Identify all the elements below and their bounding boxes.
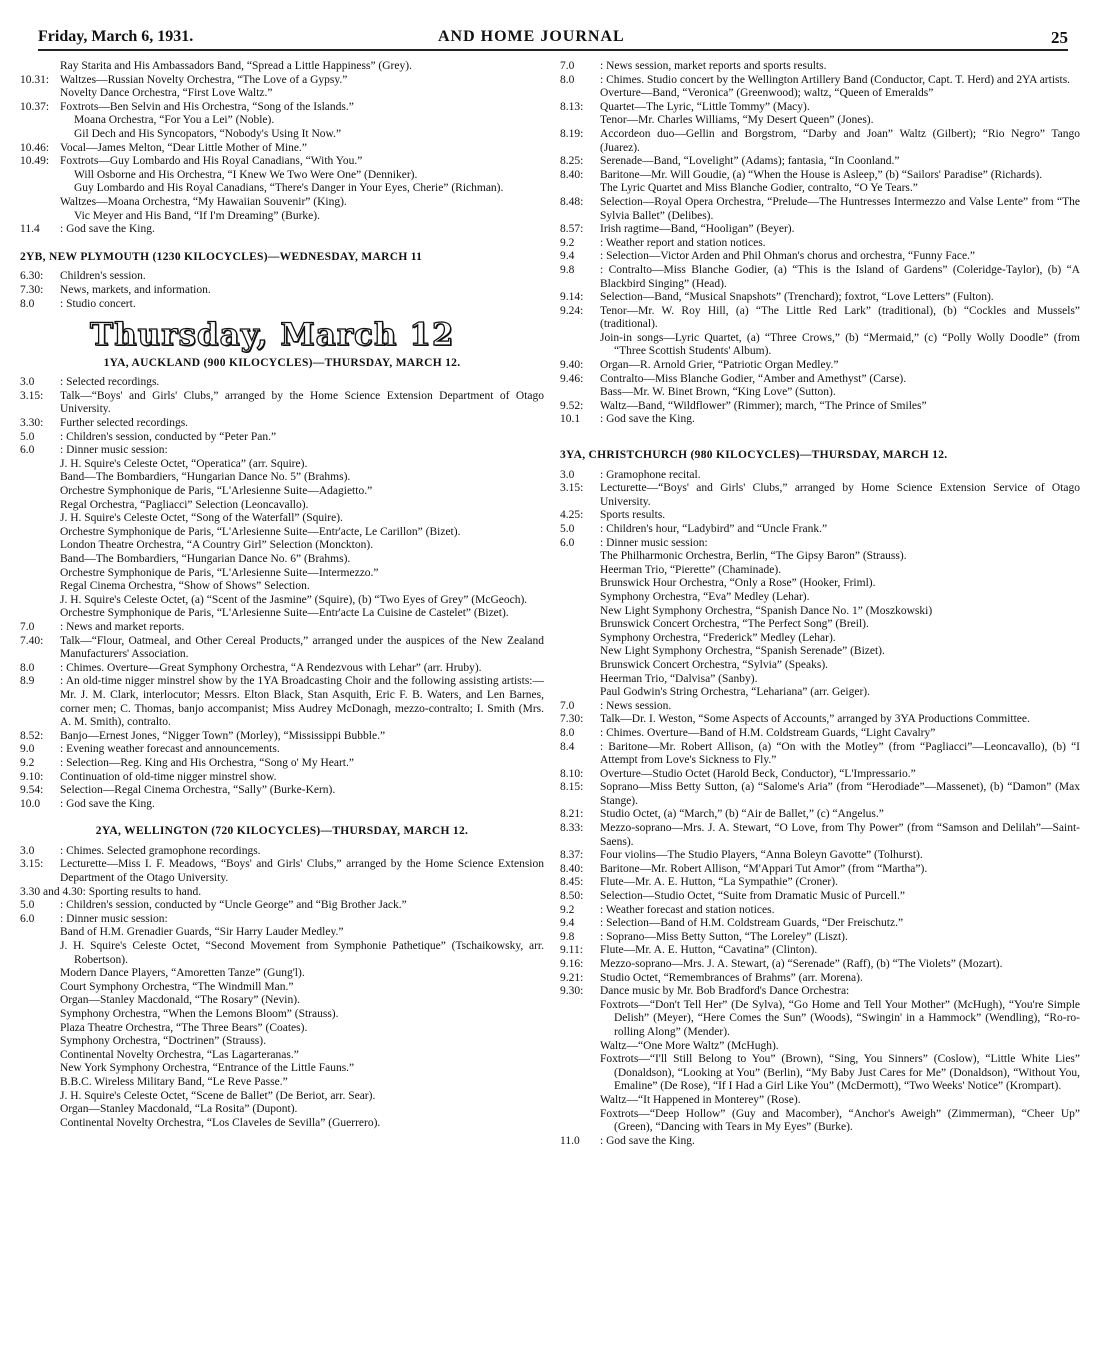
program-item-continued: New York Symphony Orchestra, “Entrance of the Little Fauns.” xyxy=(60,1062,355,1075)
program-text: : Selected recordings. xyxy=(60,376,160,389)
program-text: Banjo—Ernest Jones, “Nigger Town” (Morley), “Mississippi Bubble.” xyxy=(60,729,386,742)
program-time: 8.52: xyxy=(20,729,44,742)
program-text: Children's session. xyxy=(60,270,146,283)
program-text: : Gramophone recital. xyxy=(600,468,701,481)
program-text: Selection—Studio Octet, “Suite from Dramatic Music of Purcell.” xyxy=(600,890,905,903)
program-item-continued: Guy Lombardo and His Royal Canadians, “There's Danger in Your Eyes, Cherie” (Richman). xyxy=(74,182,504,195)
program-item xyxy=(20,784,544,798)
program-text: : An old-time nigger minstrel show by the 1YA Broadcasting Choir and the following assisting artists:—Mr. J. M. Clark, interlocutor; Messrs. Elton Black, Stan Asquith, Eric F. B. Waters, and Len Barnes, corner men; C. Thomas, banjo accompanist; Miss Audrey McDonagh, mezzo-contralto; I. Smith (Mrs. A. M. Smith), contralto. xyxy=(60,675,544,729)
program-item-continued: Orchestre Symphonique de Paris, “L'Arlesienne Suite—Entr'acte La Cuisine de Castelet” (Bizet). xyxy=(60,607,509,620)
program-item-continued: Vic Meyer and His Band, “If I'm Dreaming” (Burke). xyxy=(74,209,320,222)
left-column xyxy=(20,60,544,1130)
program-text: Organ—R. Arnold Grier, “Patriotic Organ Medley.” xyxy=(600,359,839,372)
program-text: Selection—Band, “Musical Snapshots” (Trenchard); foxtrot, “Love Letters” (Fulton). xyxy=(600,291,994,304)
program-text: Overture—Studio Octet (Harold Beck, Conductor), “L'Impressario.” xyxy=(600,767,916,780)
issue-date: Friday, March 6, 1931. xyxy=(38,28,194,45)
program-time: 6.0 xyxy=(20,444,35,457)
program-time: 7.0 xyxy=(560,60,575,72)
program-item-continued: Heerman Trio, “Dalvisa” (Sanby). xyxy=(600,672,758,685)
program-item xyxy=(560,264,1080,291)
program-item-continued: Will Osborne and His Orchestra, “I Knew We Two Were One” (Denniker). xyxy=(74,168,418,181)
program-text: : Dinner music session: xyxy=(60,912,168,925)
program-item-continued: Waltz—“One More Waltz” (McHugh). xyxy=(600,1039,779,1052)
program-time: 5.0 xyxy=(20,899,35,912)
program-item xyxy=(560,537,1080,551)
program-text: : Chimes. Overture—Great Symphony Orchestra, “A Rendezvous with Lehar” (arr. Hruby). xyxy=(60,661,482,674)
program-time: 9.46: xyxy=(560,372,584,385)
program-text: : Soprano—Miss Betty Sutton, “The Loreley” (Liszt). xyxy=(600,930,848,943)
program-time: 9.0 xyxy=(20,743,35,756)
program-time: 9.11: xyxy=(560,944,583,957)
program-item xyxy=(20,74,544,88)
program-item xyxy=(20,743,544,757)
program-time: 9.30: xyxy=(560,985,584,998)
program-time: 10.0 xyxy=(20,797,41,810)
program-time: 8.15: xyxy=(560,781,584,794)
program-text: : Evening weather forecast and announcements. xyxy=(60,743,280,756)
program-item xyxy=(20,223,544,237)
program-time: 9.52: xyxy=(560,399,584,412)
program-text: Soprano—Miss Betty Sutton, (a) “Salome's Aria” (from “Herodiade”—Massenet), (b) “Damon” (Max Stange). xyxy=(600,781,1080,807)
program-text: Foxtrots—Ben Selvin and His Orchestra, “Song of the Islands.” xyxy=(60,100,354,113)
program-item xyxy=(560,509,1080,523)
program-item-continued: Bass—Mr. W. Binet Brown, “King Love” (Sutton). xyxy=(600,386,836,399)
program-item-continued: The Lyric Quartet and Miss Blanche Godier, contralto, “O Ye Tears.” xyxy=(600,182,918,195)
program-item-continued: Orchestre Symphonique de Paris, “L'Arlesienne Suite—Intermezzo.” xyxy=(60,566,379,579)
program-item-continued: Continental Novelty Orchestra, “Los Claveles de Sevilla” (Guerrero). xyxy=(60,1116,381,1129)
program-time: 8.33: xyxy=(560,822,584,835)
program-text: News, markets, and information. xyxy=(60,283,211,296)
program-item xyxy=(20,101,544,115)
program-text: Vocal—James Melton, “Dear Little Mother of Mine.” xyxy=(60,141,307,154)
program-text: Flute—Mr. A. E. Hutton, “Cavatina” (Clinton). xyxy=(600,944,818,957)
program-item xyxy=(560,400,1080,414)
program-time: 3.0 xyxy=(20,844,35,857)
program-time: 9.8 xyxy=(560,263,575,276)
program-item-continued: Tenor—Mr. Charles Williams, “My Desert Queen” (Jones). xyxy=(600,114,874,127)
program-time: 3.0 xyxy=(20,376,35,389)
program-item xyxy=(20,390,544,417)
program-time: 9.24: xyxy=(560,304,584,317)
program-text: Talk—Dr. I. Weston, “Some Aspects of Accounts,” arranged by 3YA Productions Committee. xyxy=(600,713,1030,726)
station-3ya-title: 3YA, CHRISTCHURCH (980 KILOCYCLES)—THURSDAY, MARCH 12. xyxy=(560,449,948,462)
program-item xyxy=(560,237,1080,251)
late-evening-program xyxy=(20,60,544,237)
program-item-continued: London Theatre Orchestra, “A Country Girl” Selection (Monckton). xyxy=(60,539,374,552)
program-text: : Selection—Victor Arden and Phil Ohman's chorus and orchestra, “Funny Face.” xyxy=(600,250,976,263)
program-time: 8.50: xyxy=(560,890,584,903)
program-time: 8.0 xyxy=(560,73,575,86)
program-item-continued: Court Symphony Orchestra, “The Windmill Man.” xyxy=(60,980,294,993)
program-text: Waltzes—Russian Novelty Orchestra, “The Love of a Gypsy.” xyxy=(60,73,348,86)
program-text: : Baritone—Mr. Robert Allison, (a) “On with the Motley” (from “Pagliacci”—Leoncavallo), (b) “I Attempt from Love's Sickness to Fly.” xyxy=(600,740,1080,767)
program-time: 8.0 xyxy=(20,297,35,310)
program-item-continued: Moana Orchestra, “For You a Lei” (Noble). xyxy=(74,114,275,127)
program-item xyxy=(560,155,1080,169)
program-item xyxy=(560,890,1080,904)
program-time: 8.0 xyxy=(560,726,575,739)
program-item-continued: Symphony Orchestra, “Doctrinen” (Strauss). xyxy=(60,1035,266,1048)
station-3ya-program xyxy=(560,469,1080,1149)
program-text: : Contralto—Miss Blanche Godier, (a) “This is the Island of Gardens” (Coleridge-Taylor), (b) “A Blackbird Singing” (Head). xyxy=(600,263,1080,290)
program-text: Selection—Royal Opera Orchestra, “Prelude—The Huntresses Intermezzo and Valse Lente” from “The Sylvia Ballet” (Delibes). xyxy=(600,195,1080,222)
program-text: Baritone—Mr. Robert Allison, “M'Appari Tut Amor” (from “Martha”). xyxy=(600,862,928,875)
station-2ya-evening-program xyxy=(560,60,1080,427)
program-time: 10.49: xyxy=(20,155,50,168)
program-item-continued: Organ—Stanley Macdonald, “The Rosary” (Nevin). xyxy=(60,994,300,1007)
program-text: Studio Octet, “Remembrances of Brahms” (arr. Morena). xyxy=(600,971,863,984)
program-item-continued: Waltz—“It Happened in Monterey” (Rose). xyxy=(600,1093,801,1106)
program-item-continued: J. H. Squire's Celeste Octet, “Second Movement from Symphonie Pathetique” (Tschaikowsky, arr. Robertson). xyxy=(60,940,544,966)
right-column xyxy=(560,60,1080,1148)
page-number: 25 xyxy=(1051,28,1068,47)
program-item xyxy=(560,74,1080,88)
program-text: : God save the King. xyxy=(60,223,155,236)
program-item xyxy=(20,298,544,312)
program-item xyxy=(560,944,1080,958)
program-item xyxy=(20,431,544,445)
program-item xyxy=(20,886,544,900)
program-text: : Selection—Reg. King and His Orchestra, “Song o' My Heart.” xyxy=(60,756,354,769)
program-time: 9.8 xyxy=(560,930,575,943)
program-item xyxy=(20,142,544,156)
program-item-continued: Foxtrots—“Deep Hollow” (Guy and Macomber), “Anchor's Aweigh” (Zimmerman), “Cheer Up” (Green), “Dancing with Tears in My Eyes” (Burke). xyxy=(600,1107,1080,1134)
program-item xyxy=(560,876,1080,890)
program-item xyxy=(560,917,1080,931)
program-text: Talk—“Boys' and Girls' Clubs,” arranged by the Home Science Extension Department of Otago University. xyxy=(60,389,544,416)
program-item-continued: B.B.C. Wireless Military Band, “Le Reve Passe.” xyxy=(60,1075,288,1088)
program-item-continued: Plaza Theatre Orchestra, “The Three Bears” (Coates). xyxy=(60,1021,308,1034)
program-time: 9.54: xyxy=(20,784,44,797)
program-item xyxy=(560,60,1080,74)
program-item-continued: Join-in songs—Lyric Quartet, (a) “Three Crows,” (b) “Mermaid,” (c) “Polly Wolly Doodle” (from “Three Scottish Students' Album). xyxy=(600,331,1080,358)
program-text: : Weather forecast and station notices. xyxy=(600,903,775,916)
program-item xyxy=(560,727,1080,741)
program-item xyxy=(560,931,1080,945)
program-time: 7.30: xyxy=(20,283,44,296)
station-2ya-title: 2YA, WELLINGTON (720 KILOCYCLES)—THURSDAY, MARCH 12. xyxy=(95,825,469,838)
program-text: Lecturette—Miss I. F. Meadows, “Boys' and Girls' Clubs,” arranged by the Home Science Extension Department of the Otago University. xyxy=(60,858,544,885)
program-item xyxy=(560,849,1080,863)
program-text: Four violins—The Studio Players, “Anna Boleyn Gavotte” (Tolhurst). xyxy=(600,849,923,862)
program-item xyxy=(20,155,544,169)
program-item xyxy=(20,757,544,771)
program-time: 6.0 xyxy=(560,536,575,549)
program-item-continued: Band of H.M. Grenadier Guards, “Sir Harry Lauder Medley.” xyxy=(60,926,344,939)
program-time: 8.13: xyxy=(560,100,584,113)
program-text: : God save the King. xyxy=(600,413,695,426)
program-item xyxy=(20,675,544,729)
journal-title: AND HOME JOURNAL xyxy=(438,28,625,45)
program-item-continued: Regal Orchestra, “Pagliacci” Selection (Leoncavallo). xyxy=(60,498,309,511)
program-item xyxy=(20,444,544,458)
program-item xyxy=(20,284,544,298)
program-text: Sporting results to hand. xyxy=(88,885,202,898)
program-item-continued: Gil Dech and His Syncopators, “Nobody's Using It Now.” xyxy=(74,127,342,140)
program-item xyxy=(560,741,1080,768)
program-text: Continuation of old-time nigger minstrel show. xyxy=(60,770,277,783)
program-item xyxy=(560,958,1080,972)
program-item xyxy=(560,413,1080,427)
program-time: 9.2 xyxy=(560,236,575,249)
program-text: : God save the King. xyxy=(60,797,155,810)
program-text: Contralto—Miss Blanche Godier, “Amber and Amethyst” (Carse). xyxy=(600,372,907,385)
program-text: : Studio concert. xyxy=(60,297,136,310)
program-item xyxy=(560,700,1080,714)
header-rule xyxy=(38,49,1068,51)
program-time: 5.0 xyxy=(560,523,575,535)
program-text: : Chimes. Studio concert by the Wellington Artillery Band (Conductor, Capt. T. Herd) and 2YA artists. xyxy=(600,73,1071,86)
program-item-continued: J. H. Squire's Celeste Octet, “Scene de Ballet” (De Beriot, arr. Sear). xyxy=(60,1089,376,1102)
program-item xyxy=(20,730,544,744)
program-text: : News and market reports. xyxy=(60,620,185,633)
program-item-continued: Brunswick Hour Orchestra, “Only a Rose” (Hooker, Friml). xyxy=(600,577,876,590)
program-text: Flute—Mr. A. E. Hutton, “La Sympathie” (Croner). xyxy=(600,876,838,889)
program-text: : News session, market reports and sports results. xyxy=(600,60,827,72)
program-time: 3.0 xyxy=(560,468,575,481)
program-text: : God save the King. xyxy=(600,1134,695,1147)
program-text: Studio Octet, (a) “March,” (b) “Air de Ballet,” (c) “Angelus.” xyxy=(600,808,884,821)
program-item xyxy=(20,621,544,635)
station-2ya-program xyxy=(20,845,544,1130)
program-time: 6.30: xyxy=(20,270,44,283)
program-item xyxy=(20,798,544,812)
program-text: : Dinner music session: xyxy=(600,536,708,549)
program-time: 3.30: xyxy=(20,417,44,430)
program-time: 8.19: xyxy=(560,127,584,140)
program-item xyxy=(560,482,1080,509)
program-time: 3.30 and 4.30: xyxy=(20,885,86,898)
program-item xyxy=(560,863,1080,877)
program-text: Mezzo-soprano—Mrs. J. A. Stewart, “O Love, from Thy Power” (from “Samson and Delilah”—Saint-Saens). xyxy=(600,822,1080,848)
program-text: Irish ragtime—Band, “Hooligan” (Beyer). xyxy=(600,223,795,236)
program-item xyxy=(560,781,1080,808)
program-time: 9.4 xyxy=(560,917,575,930)
program-item xyxy=(560,808,1080,822)
program-item xyxy=(560,713,1080,727)
program-time: 11.4 xyxy=(20,223,40,236)
program-item xyxy=(560,373,1080,387)
program-time: 8.10: xyxy=(560,767,584,780)
program-text: Foxtrots—Guy Lombardo and His Royal Canadians, “With You.” xyxy=(60,155,363,168)
program-item xyxy=(560,305,1080,332)
program-item xyxy=(560,972,1080,986)
program-item-continued: Foxtrots—“Don't Tell Her” (De Sylva), “Go Home and Tell Your Mother” (McHugh), “You're Simple Delish” (Meyer), “Here Comes the Sun” (Woods), “Swingin' in a Hammock” (Wendling), “Ro-ro-rolling Along” (Mender). xyxy=(600,998,1080,1038)
program-item xyxy=(560,822,1080,849)
program-item-continued: Modern Dance Players, “Amoretten Tanze” (Gung'l). xyxy=(60,967,305,980)
program-text: Waltz—Band, “Wildflower” (Rimmer); march, “The Prince of Smiles” xyxy=(600,399,927,412)
program-text: Dance music by Mr. Bob Bradford's Dance Orchestra: xyxy=(600,985,850,998)
program-item-continued: Band—The Bombardiers, “Hungarian Dance No. 6” (Brahms). xyxy=(60,553,351,565)
program-time: 10.46: xyxy=(20,141,50,154)
program-item-continued: Symphony Orchestra, “Eva” Medley (Lehar). xyxy=(600,590,810,603)
program-time: 7.0 xyxy=(560,699,575,712)
program-time: 8.9 xyxy=(20,675,35,688)
program-time: 8.57: xyxy=(560,223,584,236)
program-item xyxy=(560,196,1080,223)
page-header xyxy=(38,28,1068,50)
program-time: 9.21: xyxy=(560,971,584,984)
program-item xyxy=(560,359,1080,373)
program-item xyxy=(560,768,1080,782)
program-item-continued: Novelty Dance Orchestra, “First Love Waltz.” xyxy=(60,87,273,100)
program-time: 8.4 xyxy=(560,740,575,753)
program-item xyxy=(560,250,1080,264)
program-item xyxy=(560,523,1080,537)
program-item xyxy=(560,291,1080,305)
program-time: 7.40: xyxy=(20,634,44,647)
program-item xyxy=(560,985,1080,999)
program-text: Lecturette—“Boys' and Girls' Clubs,” arranged by Home Science Extension Service of Otago University. xyxy=(600,482,1080,508)
station-1ya-title: 1YA, AUCKLAND (900 KILOCYCLES)—THURSDAY, MARCH 12. xyxy=(103,356,461,369)
program-text: : Children's hour, “Ladybird” and “Uncle Frank.” xyxy=(600,523,828,535)
program-item-continued: Regal Cinema Orchestra, “Show of Shows” Selection. xyxy=(60,580,310,593)
program-text: Selection—Regal Cinema Orchestra, “Sally” (Burke-Kern). xyxy=(60,784,336,797)
program-item xyxy=(20,376,544,390)
program-time: 8.40: xyxy=(560,862,584,875)
program-item-continued: Ray Starita and His Ambassadors Band, “Spread a Little Happiness” (Grey). xyxy=(60,60,412,72)
program-text: Talk—“Flour, Oatmeal, and Other Cereal Products,” arranged under the auspices of the New Zealand Manufacturers' Association. xyxy=(60,634,544,661)
program-time: 8.40: xyxy=(560,168,584,181)
program-item-continued: Symphony Orchestra, “When the Lemons Bloom” (Strauss). xyxy=(60,1008,339,1020)
program-text: : Selection—Band of H.M. Coldstream Guards, “Der Freischutz.” xyxy=(600,917,904,930)
program-time: 8.37: xyxy=(560,849,584,862)
program-item-continued: Orchestre Symphonique de Paris, “L'Arlesienne Suite—Entr'acte, Le Carillon” (Bizet). xyxy=(60,525,461,538)
program-time: 8.25: xyxy=(560,155,584,168)
station-2yb-program xyxy=(20,270,544,311)
program-item-continued: Overture—Band, “Veronica” (Greenwood); waltz, “Queen of Emeralds” xyxy=(600,87,934,100)
program-time: 9.4 xyxy=(560,250,575,263)
program-item-continued: Continental Novelty Orchestra, “Las Lagarteranas.” xyxy=(60,1048,299,1061)
program-item-continued: Waltzes—Moana Orchestra, “My Hawaiian Souvenir” (King). xyxy=(60,195,347,208)
program-time: 3.15: xyxy=(20,858,44,871)
program-text: : Chimes. Overture—Band of H.M. Coldstream Guards, “Light Cavalry” xyxy=(600,726,936,739)
program-item-continued: New Light Symphony Orchestra, “Spanish Serenade” (Bizet). xyxy=(600,645,885,658)
program-item-continued: Paul Godwin's String Orchestra, “Lehariana” (arr. Geiger). xyxy=(600,686,870,699)
program-item-continued: Heerman Trio, “Pierette” (Chaminade). xyxy=(600,563,782,576)
program-item xyxy=(560,223,1080,237)
program-item xyxy=(20,771,544,785)
program-item xyxy=(20,899,544,913)
program-time: 3.15: xyxy=(560,482,584,495)
program-time: 8.21: xyxy=(560,808,584,821)
program-time: 10.31: xyxy=(20,73,50,86)
program-text: : News session. xyxy=(600,699,672,712)
program-text: Accordeon duo—Gellin and Borgstrom, “Darby and Joan” Waltz (Gilbert); “Rio Negro” Tango (Juarez). xyxy=(600,127,1080,154)
program-item xyxy=(20,270,544,284)
program-item xyxy=(20,635,544,662)
program-time: 8.48: xyxy=(560,195,584,208)
program-item-continued: Brunswick Concert Orchestra, “Sylvia” (Speaks). xyxy=(600,658,829,671)
program-item-continued: J. H. Squire's Celeste Octet, “Song of the Waterfall” (Squire). xyxy=(60,512,343,525)
program-item-continued: Band—The Bombardiers, “Hungarian Dance No. 5” (Brahms). xyxy=(60,471,351,484)
program-text: : Weather report and station notices. xyxy=(600,236,766,249)
day-heading: Thursday, March 12 xyxy=(90,317,455,354)
program-item xyxy=(560,1135,1080,1149)
program-item xyxy=(20,417,544,431)
program-text: Sports results. xyxy=(600,509,666,522)
program-item xyxy=(560,169,1080,183)
program-item xyxy=(20,858,544,885)
program-item-continued: Brunswick Concert Orchestra, “The Perfect Song” (Breil). xyxy=(600,618,869,631)
program-item xyxy=(560,128,1080,155)
program-item-continued: Orchestre Symphonique de Paris, “L'Arlesienne Suite—Adagietto.” xyxy=(60,485,373,498)
program-time: 10.1 xyxy=(560,413,581,426)
station-1ya-program xyxy=(20,376,544,811)
program-time: 9.2 xyxy=(20,756,35,769)
program-item-continued: J. H. Squire's Celeste Octet, (a) “Scent of the Jasmine” (Squire), (b) “Two Eyes of Grey” (McGeoch). xyxy=(60,593,528,606)
program-item-continued: Foxtrots—“I'll Still Belong to You” (Brown), “Sing, You Sinners” (Coslow), “Little White Lies” (Donaldson), “Looking at You” (Berlin), “My Baby Just Cares for Me” (Donaldson), “Without You, Emaline” (De Rose), “If I Had a Girl Like You” (McDermott), “Two Weeks' Notice” (Krompart). xyxy=(600,1053,1080,1093)
program-text: Tenor—Mr. W. Roy Hill, (a) “The Little Red Lark” (traditional), (b) “Cockles and Mussels” (traditional). xyxy=(600,304,1080,331)
program-item xyxy=(20,913,544,927)
program-time: 6.0 xyxy=(20,912,35,925)
program-time: 4.25: xyxy=(560,509,584,522)
program-text: : Chimes. Selected gramophone recordings. xyxy=(60,844,261,857)
program-item xyxy=(20,845,544,859)
program-time: 3.15: xyxy=(20,389,44,402)
program-text: Mezzo-soprano—Mrs. J. A. Stewart, (a) “Serenade” (Raff), (b) “The Violets” (Mozart). xyxy=(600,958,1003,970)
station-2yb-title: 2YB, NEW PLYMOUTH (1230 KILOCYCLES)—WEDNESDAY, MARCH 11 xyxy=(20,250,423,263)
program-time: 7.30: xyxy=(560,713,584,726)
program-item xyxy=(560,101,1080,115)
program-time: 8.45: xyxy=(560,876,584,889)
program-text: Baritone—Mr. Will Goudie, (a) “When the House is Asleep,” (b) “Sailors' Paradise” (Richards). xyxy=(600,168,1043,181)
program-item-continued: J. H. Squire's Celeste Octet, “Operatica” (arr. Squire). xyxy=(60,457,308,470)
program-text: : Children's session, conducted by “Peter Pan.” xyxy=(60,430,277,443)
program-item xyxy=(560,904,1080,918)
program-item-continued: The Philharmonic Orchestra, Berlin, “The Gipsy Baron” (Strauss). xyxy=(600,550,907,563)
program-time: 10.37: xyxy=(20,100,50,113)
program-time: 11.0 xyxy=(560,1134,580,1147)
program-text: : Children's session, conducted by “Uncle George” and “Big Brother Jack.” xyxy=(60,899,407,912)
program-text: Quartet—The Lyric, “Little Tommy” (Macy). xyxy=(600,100,810,113)
program-text: Further selected recordings. xyxy=(60,417,189,430)
program-text: : Dinner music session: xyxy=(60,444,168,457)
program-time: 9.16: xyxy=(560,958,584,970)
program-time: 9.10: xyxy=(20,770,44,783)
program-time: 9.40: xyxy=(560,359,584,372)
program-text: Serenade—Band, “Lovelight” (Adams); fantasia, “In Coonland.” xyxy=(600,155,900,168)
program-item-continued: Symphony Orchestra, “Frederick” Medley (Lehar). xyxy=(600,631,836,644)
program-item xyxy=(20,662,544,676)
program-item-continued: New Light Symphony Orchestra, “Spanish Dance No. 1” (Moszkowski) xyxy=(600,604,933,617)
program-item-continued: Organ—Stanley Macdonald, “La Rosita” (Dupont). xyxy=(60,1103,298,1116)
program-time: 8.0 xyxy=(20,661,35,674)
program-time: 7.0 xyxy=(20,620,35,633)
program-item xyxy=(560,469,1080,483)
program-time: 5.0 xyxy=(20,430,35,443)
program-time: 9.2 xyxy=(560,903,575,916)
program-time: 9.14: xyxy=(560,291,584,304)
